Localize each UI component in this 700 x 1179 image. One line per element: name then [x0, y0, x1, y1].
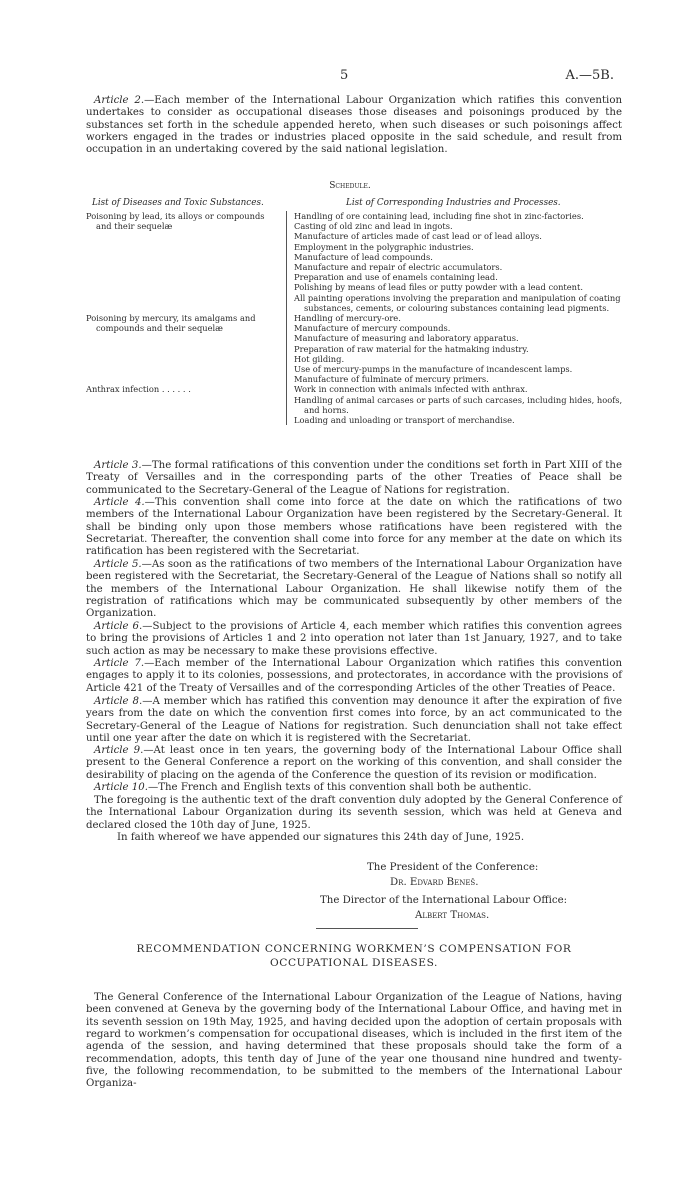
schedule-title: Schedule. [329, 181, 371, 191]
article-2-label: Article 2. [94, 95, 145, 106]
disease-label: Anthrax infection . . . . . . [86, 384, 191, 395]
article-2-text: —Each member of the International Labour Organization which ratifies this convention undertakes to consider as occupational diseases those diseases and poisonings produced by the substances set forth in the schedule appended hereto, when such diseases or such poisonings affect workers engaged in the trades or industries placed opposite in the said schedule, and result from occupation in an undertaking covered by the said national legislation. [86, 95, 623, 156]
authentic-text-paragraph: The foregoing is the authentic text of the draft convention duly adopted by the General Conference of the International Labour Organization during its seventh session, which was held at Geneva and declared closed the 10th day of June, 1925. [86, 795, 622, 831]
article-6-text: —Subject to the provisions of Article 4, each member which ratifies this convention agrees to bring the provisions of Articles 1 and 2 into operation not later than 1st January, 1927, and to take such action as may be necessary to make these provisions effective. [86, 621, 623, 657]
process-item: Manufacture of mercury compounds. [294, 323, 451, 334]
process-item: Loading and unloading or transport of merchandise. [294, 415, 515, 426]
article-8-label: Article 8. [94, 696, 143, 707]
document-reference: A.—5B. [565, 68, 614, 83]
article-7-paragraph [86, 658, 622, 695]
article-4-paragraph [86, 497, 622, 559]
process-item: Casting of old zinc and lead in ingots. [294, 221, 453, 232]
in-faith-paragraph: In faith whereof we have appended our signatures this 24th day of June, 1925. [117, 832, 525, 843]
schedule-disease-mercury [86, 313, 274, 333]
process-item: Employment in the polygraphic industries. [294, 241, 474, 252]
article-9-text: —At least once in ten years, the governing body of the International Labour Office shall present to the General Conference a report on the working of this convention, and shall consider the desirability of placing on the agenda of the Conference the question of its revision or modification. [86, 745, 622, 781]
schedule-column-diseases-heading: List of Diseases and Toxic Substances. [92, 198, 264, 208]
process-item: Use of mercury-pumps in the manufacture of incandescent lamps. [294, 364, 573, 375]
article-2-paragraph [86, 95, 622, 157]
process-item: Hot gilding. [294, 353, 345, 364]
article-3-label: Article 3. [94, 460, 142, 471]
disease-label-continued: and their sequelæ [96, 221, 173, 232]
director-name: Albert Thomas. [415, 910, 490, 921]
process-item: Manufacture of articles made of cast lead or of lead alloys. [294, 231, 542, 242]
process-item: Preparation of raw material for the hatmaking industry. [294, 343, 529, 354]
disease-label: Poisoning by mercury, its amalgams and [86, 313, 256, 324]
recommendation-paragraph: The General Conference of the International Labour Organization of the League of Nations, having been convened at Geneva by the governing body of the International Labour Office, and having met in its seventh session on 19th May, 1925, and having decided upon the adoption of certain proposals with regard to workmen’s compensation for occupational diseases, which is included in the first item of the agenda of the session, and having determined that these proposals should take the form of a recommendation, adopts, this tenth day of June of the year one thousand nine hundred and twenty-five, the following recommendation, to be submitted to the members of the International Labour Organiza- [86, 992, 622, 1090]
schedule-group-anthrax [86, 384, 626, 425]
disease-label: Poisoning by lead, its alloys or compounds [86, 211, 265, 221]
article-8-paragraph [86, 696, 622, 745]
article-4-text: —This convention shall come into force at the date on which the ratifications of two members of the International Labour Organization have been registered by the Secretary-General. It shall be binding only upon those members whose ratifications have been registered with the Secretariat. Thereafter, the convention shall come into force for any member at the date on which its ratification has been registered with the Secretariat. [86, 497, 622, 558]
article-6-paragraph [86, 621, 622, 658]
article-4-label: Article 4. [94, 497, 145, 508]
schedule-processes-anthrax [286, 384, 626, 425]
recommendation-title: RECOMMENDATION CONCERNING WORKMEN’S COMPENSATION FOR OCCUPATIONAL DISEASES. [136, 943, 572, 969]
president-name: Dr. Edvard Beneš. [390, 877, 479, 888]
process-item: Manufacture of fulminate of mercury primers. [294, 374, 489, 385]
schedule-processes-mercury [286, 313, 626, 384]
article-10-label: Article 10. [94, 782, 149, 793]
article-8-text: —A member which has ratified this convention may denounce it after the expiration of five years from the date on which the convention first comes into force, by an act communicated to the Secretary-General of the League of Nations for registration. Such denunciation shall not take effect until one year after the date on which it is registered with the Secretariat. [86, 696, 623, 745]
article-10-paragraph [86, 782, 622, 794]
schedule-group-mercury [86, 313, 626, 384]
process-item: Polishing by means of lead files or putty powder with a lead content. [294, 282, 583, 293]
director-title: The Director of the International Labour Office: [320, 895, 568, 906]
section-divider [316, 928, 418, 929]
page-number: 5 [340, 68, 349, 83]
article-10-text: —The French and English texts of this convention shall both be authentic. [148, 782, 532, 793]
article-3-text: —The formal ratifications of this convention under the conditions set forth in Part XIII of the Treaty of Versailles and in the corresponding parts of the other Treaties of Peace shall be communicated to the Secretary-General of the League of Nations for registration. [86, 460, 622, 496]
process-item: All painting operations involving the preparation and manipulation of coating substances, cements, or colouring substances containing lead pigments. [294, 292, 621, 313]
article-7-text: —Each member of the International Labour Organization which ratifies this convention engages to apply it to its colonies, possessions, and protectorates, in accordance with the provisions of Article 421 of the Treaty of Versailles and of the corresponding Articles of the other Treaties of Peace. [86, 658, 623, 694]
article-9-paragraph [86, 745, 622, 782]
process-item: Handling of mercury-ore. [294, 313, 401, 324]
process-item: Manufacture and repair of electric accumulators. [294, 262, 503, 273]
president-title: The President of the Conference: [367, 862, 539, 873]
process-item: Handling of ore containing lead, including fine shot in zinc-factories. [294, 211, 584, 221]
process-item: Handling of animal carcases or parts of such carcases, including hides, hoofs, and horns. [294, 394, 623, 415]
schedule-group-lead [86, 211, 626, 313]
article-7-label: Article 7. [94, 658, 145, 669]
article-5-label: Article 5. [94, 559, 142, 570]
schedule-disease-lead [86, 211, 274, 231]
schedule-processes-lead [286, 211, 626, 313]
schedule-table [86, 211, 626, 425]
article-9-label: Article 9. [94, 745, 144, 756]
process-item: Manufacture of lead compounds. [294, 251, 433, 262]
article-5-paragraph [86, 559, 622, 621]
article-3-paragraph [86, 460, 622, 497]
article-6-label: Article 6. [94, 621, 143, 632]
process-item: Preparation and use of enamels containing lead. [294, 272, 498, 283]
disease-label-continued: compounds and their sequelæ [96, 323, 223, 334]
article-5-text: —As soon as the ratifications of two members of the International Labour Organization have been registered with the Secretariat, the Secretary-General of the League of Nations shall so notify all the members of the International Labour Organization. He shall likewise notify them of the registration of ratifications which may be communicated subsequently by other members of the Organization. [86, 559, 622, 620]
process-item: Work in connection with animals infected with anthrax. [294, 384, 528, 395]
schedule-column-industries-heading: List of Corresponding Industries and Processes. [346, 198, 561, 208]
process-item: Manufacture of measuring and laboratory apparatus. [294, 333, 519, 344]
schedule-disease-anthrax [86, 384, 274, 394]
